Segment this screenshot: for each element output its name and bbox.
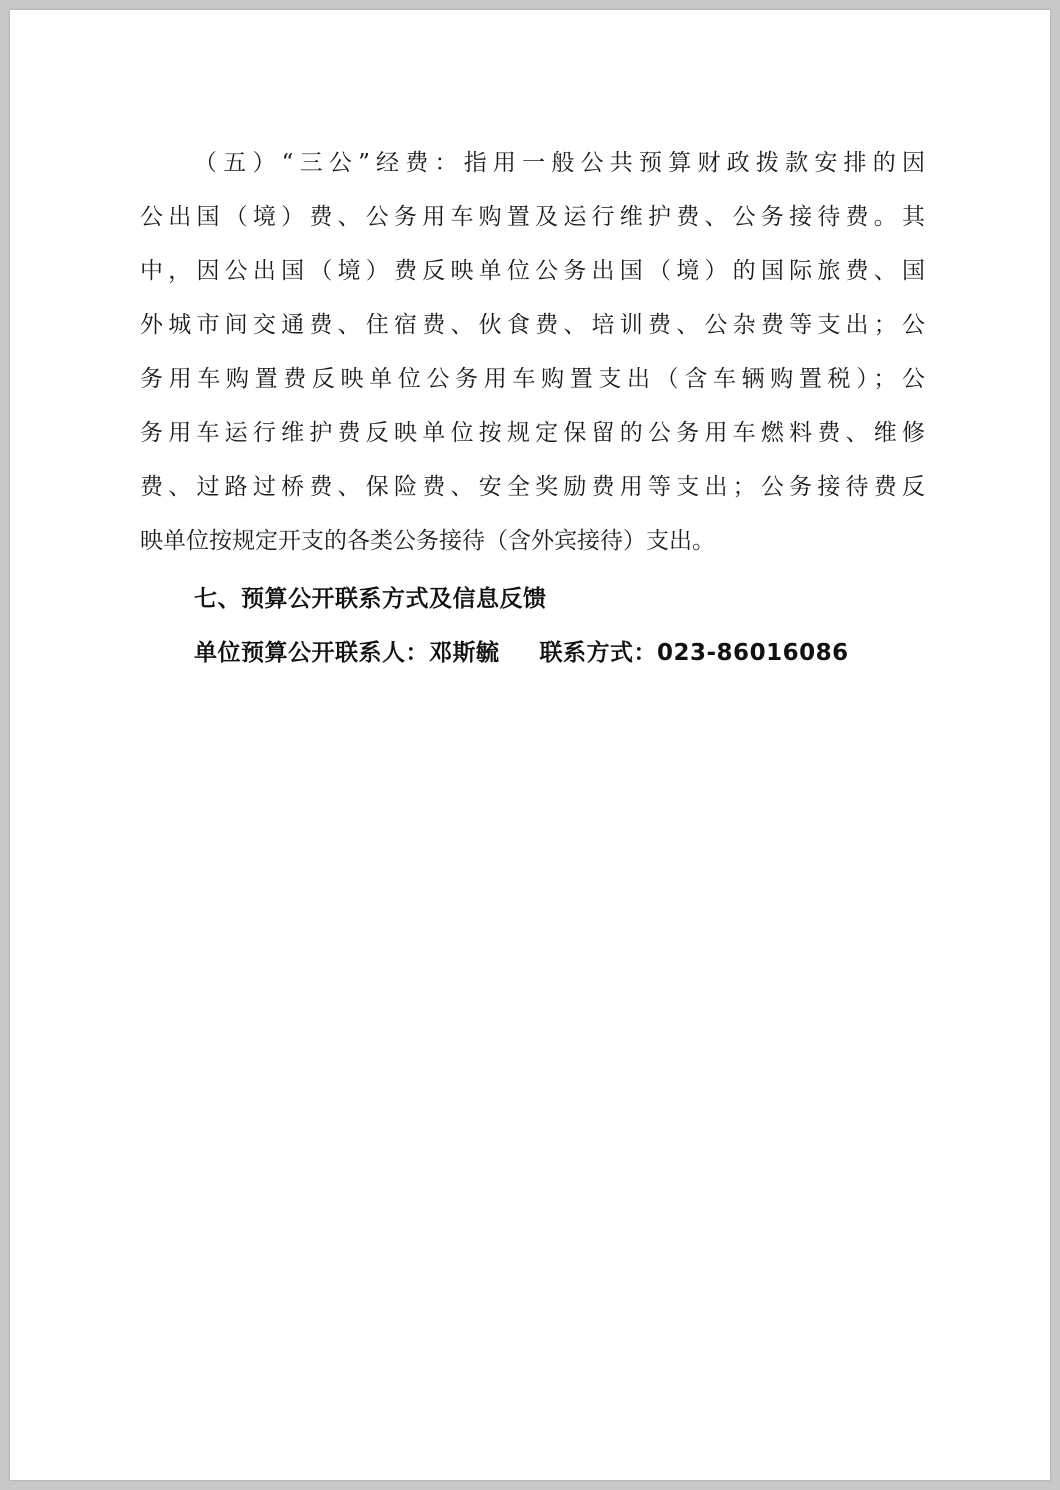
paragraph-line: 公出国（境）费、公务用车购置及运行维护费、公务接待费。其 xyxy=(140,204,925,230)
document-page xyxy=(10,10,1050,1480)
paragraph-line: 务用车购置费反映单位公务用车购置支出（含车辆购置税）；公 xyxy=(140,366,925,392)
paragraph-line: 费、过路过桥费、保险费、安全奖励费用等支出；公务接待费反 xyxy=(140,474,925,500)
paragraph-line: （五）“三公”经费：指用一般公共预算财政拨款安排的因 xyxy=(194,150,925,176)
contact-method: 联系方式：023-86016086 xyxy=(539,640,849,666)
section-heading: 七、预算公开联系方式及信息反馈 xyxy=(194,586,547,612)
paragraph-line: 中，因公出国（境）费反映单位公务出国（境）的国际旅费、国 xyxy=(140,258,925,284)
paragraph-line: 务用车运行维护费反映单位按规定保留的公务用车燃料费、维修 xyxy=(140,420,925,446)
paragraph-line: 映单位按规定开支的各类公务接待（含外宾接待）支出。 xyxy=(140,528,715,554)
contact-person: 单位预算公开联系人：邓斯毓 xyxy=(194,640,500,666)
paragraph-line: 外城市间交通费、住宿费、伙食费、培训费、公杂费等支出；公 xyxy=(140,312,925,338)
contact-row xyxy=(194,638,849,668)
